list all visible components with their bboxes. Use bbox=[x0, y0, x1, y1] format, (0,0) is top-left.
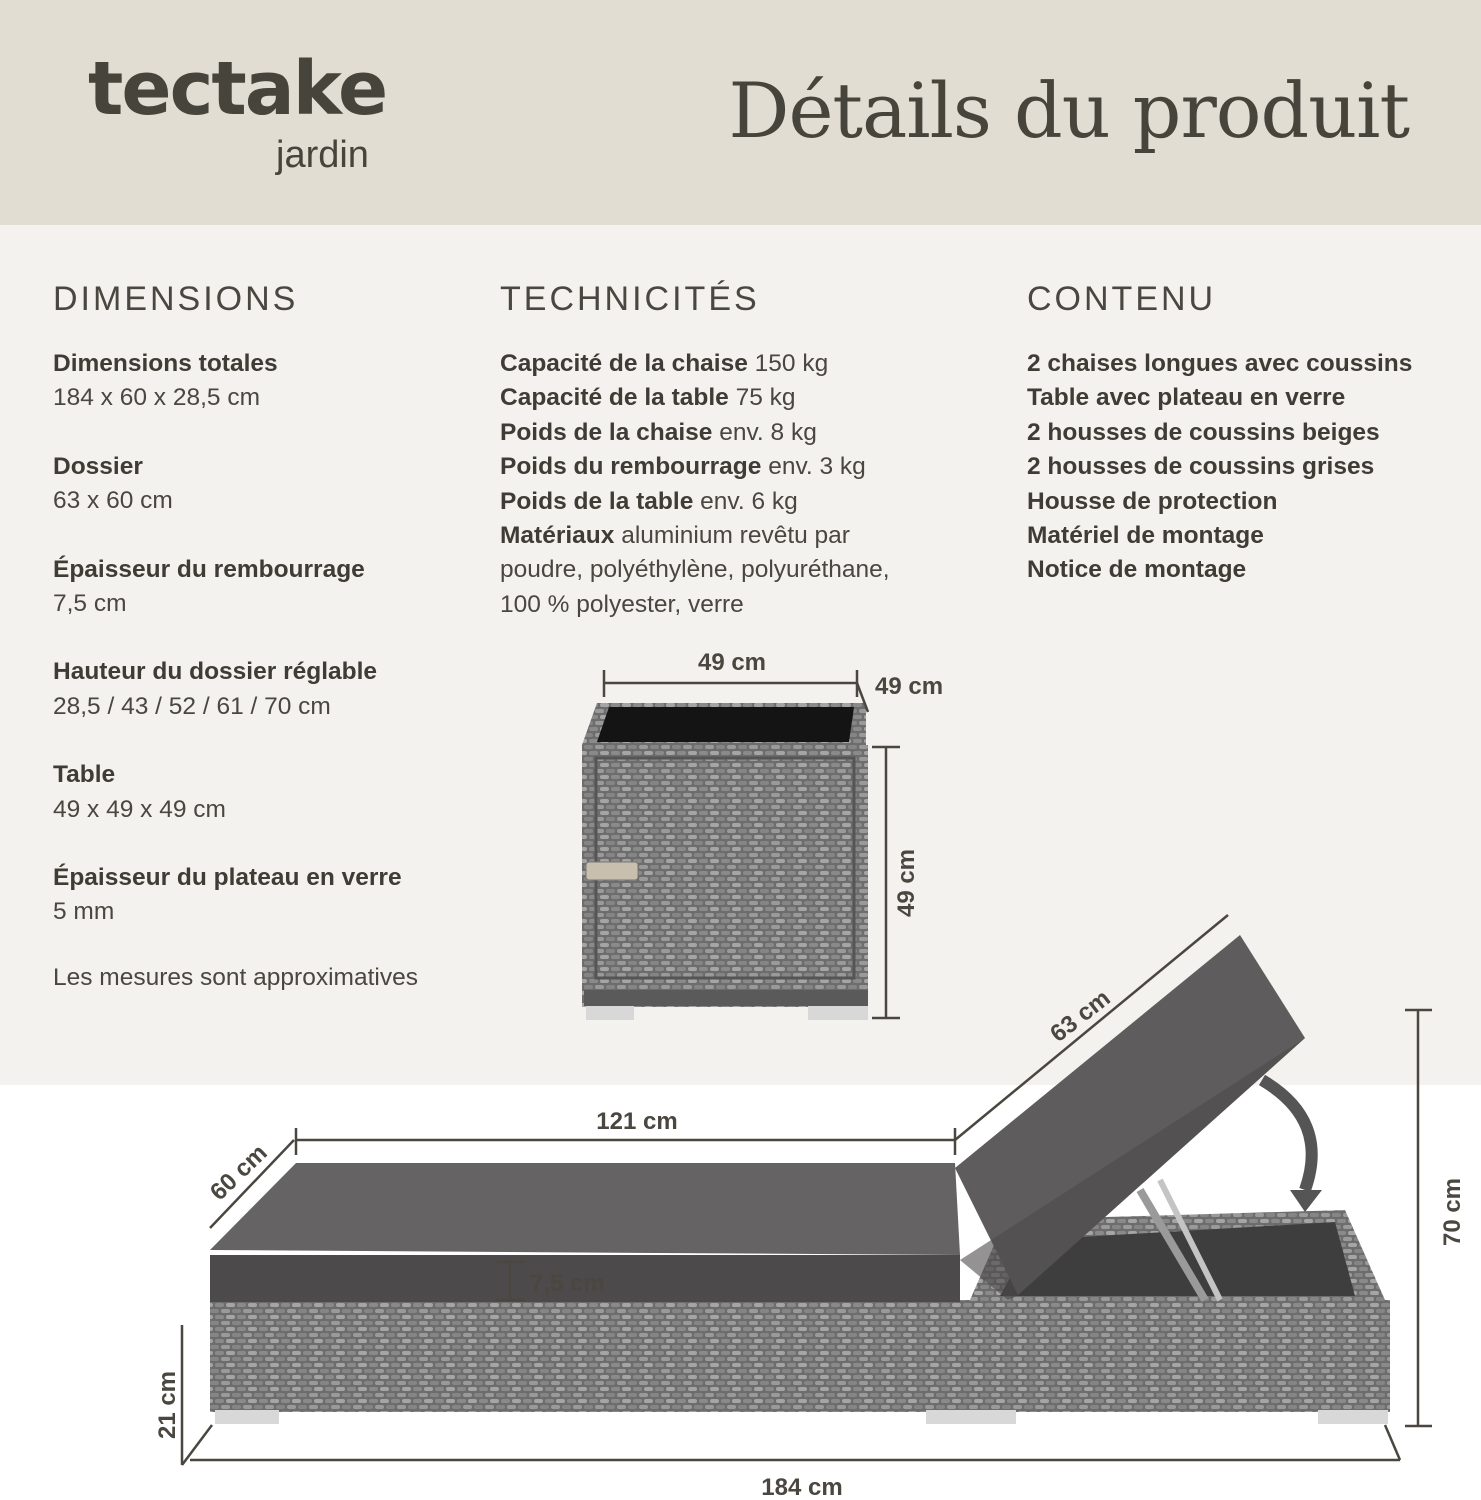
contents-item: Notice de montage bbox=[1027, 556, 1247, 584]
tech-label: Poids du rembourrage bbox=[500, 453, 762, 481]
tech-value: env. 6 kg bbox=[700, 487, 798, 515]
table-depth-label: 49 cm bbox=[875, 673, 944, 700]
tech-value: env. 3 kg bbox=[768, 453, 866, 481]
brand-name: tectake bbox=[88, 46, 387, 132]
seat-length-label: 121 cm bbox=[596, 1108, 678, 1135]
tech-label: Poids de la chaise bbox=[500, 418, 713, 446]
adjust-arrow-icon bbox=[1262, 1080, 1312, 1190]
contents-item: Housse de protection bbox=[1027, 487, 1278, 515]
contents-item: 2 housses de coussins grises bbox=[1027, 453, 1375, 481]
dim-label: Épaisseur du rembourrage bbox=[53, 555, 365, 583]
tech-value: 150 kg bbox=[754, 350, 829, 377]
dim-value: 184 x 60 x 28,5 cm bbox=[53, 384, 261, 412]
dim-value: 49 x 49 x 49 cm bbox=[53, 795, 226, 823]
contents-item: Matériel de montage bbox=[1027, 522, 1264, 550]
dimensions-heading: DIMENSIONS bbox=[53, 280, 299, 318]
measure-note: Les mesures sont approximatives bbox=[53, 963, 418, 991]
lounger bbox=[210, 935, 1390, 1424]
total-height-label: 70 cm bbox=[1439, 1177, 1466, 1247]
side-table bbox=[582, 703, 868, 1020]
dim-value: 5 mm bbox=[53, 898, 115, 926]
contents-item: 2 housses de coussins beiges bbox=[1027, 418, 1380, 446]
tech-label: Poids de la table bbox=[500, 487, 694, 515]
tech-line-cont: 100 % polyester, verre bbox=[500, 590, 744, 618]
dim-label: Épaisseur du plateau en verre bbox=[53, 864, 402, 892]
tech-value: 75 kg bbox=[735, 384, 796, 412]
table-height-label: 49 cm bbox=[893, 848, 920, 918]
tech-label: Capacité de la chaise bbox=[500, 350, 748, 377]
tech-value: env. 8 kg bbox=[719, 418, 817, 446]
base-height-label: 21 cm bbox=[154, 1370, 181, 1440]
dim-value: 7,5 cm bbox=[53, 590, 127, 618]
contents-item: 2 chaises longues avec coussins bbox=[1027, 350, 1413, 377]
contents-heading: CONTENU bbox=[1027, 280, 1217, 318]
pad-thickness-label: 7,5 cm bbox=[530, 1270, 605, 1297]
dim-value: 63 x 60 cm bbox=[53, 487, 173, 515]
tech-heading: TECHNICITÉS bbox=[500, 280, 760, 318]
backrest-length-label: 63 cm bbox=[1045, 984, 1116, 1048]
dim-label: Hauteur du dossier réglable bbox=[53, 658, 378, 686]
dim-label: Dimensions totales bbox=[53, 350, 278, 377]
brand-sub: jardin bbox=[276, 134, 369, 176]
contents-item: Table avec plateau en verre bbox=[1027, 384, 1346, 412]
total-length-label: 184 cm bbox=[761, 1474, 843, 1500]
latch-icon bbox=[586, 862, 638, 880]
page-title: Détails du produit bbox=[728, 66, 1409, 155]
tech-line-cont: poudre, polyéthylène, polyuréthane, bbox=[500, 556, 890, 584]
tech-value: aluminium revêtu par bbox=[621, 522, 850, 550]
dim-label: Table bbox=[53, 761, 116, 789]
dim-label: Dossier bbox=[53, 452, 143, 480]
tech-label: Capacité de la table bbox=[500, 384, 729, 412]
seat-width-label: 60 cm bbox=[204, 1139, 273, 1206]
tech-label: Matériaux bbox=[500, 522, 615, 550]
dim-value: 28,5 / 43 / 52 / 61 / 70 cm bbox=[53, 692, 331, 720]
table-width-label: 49 cm bbox=[697, 649, 767, 676]
